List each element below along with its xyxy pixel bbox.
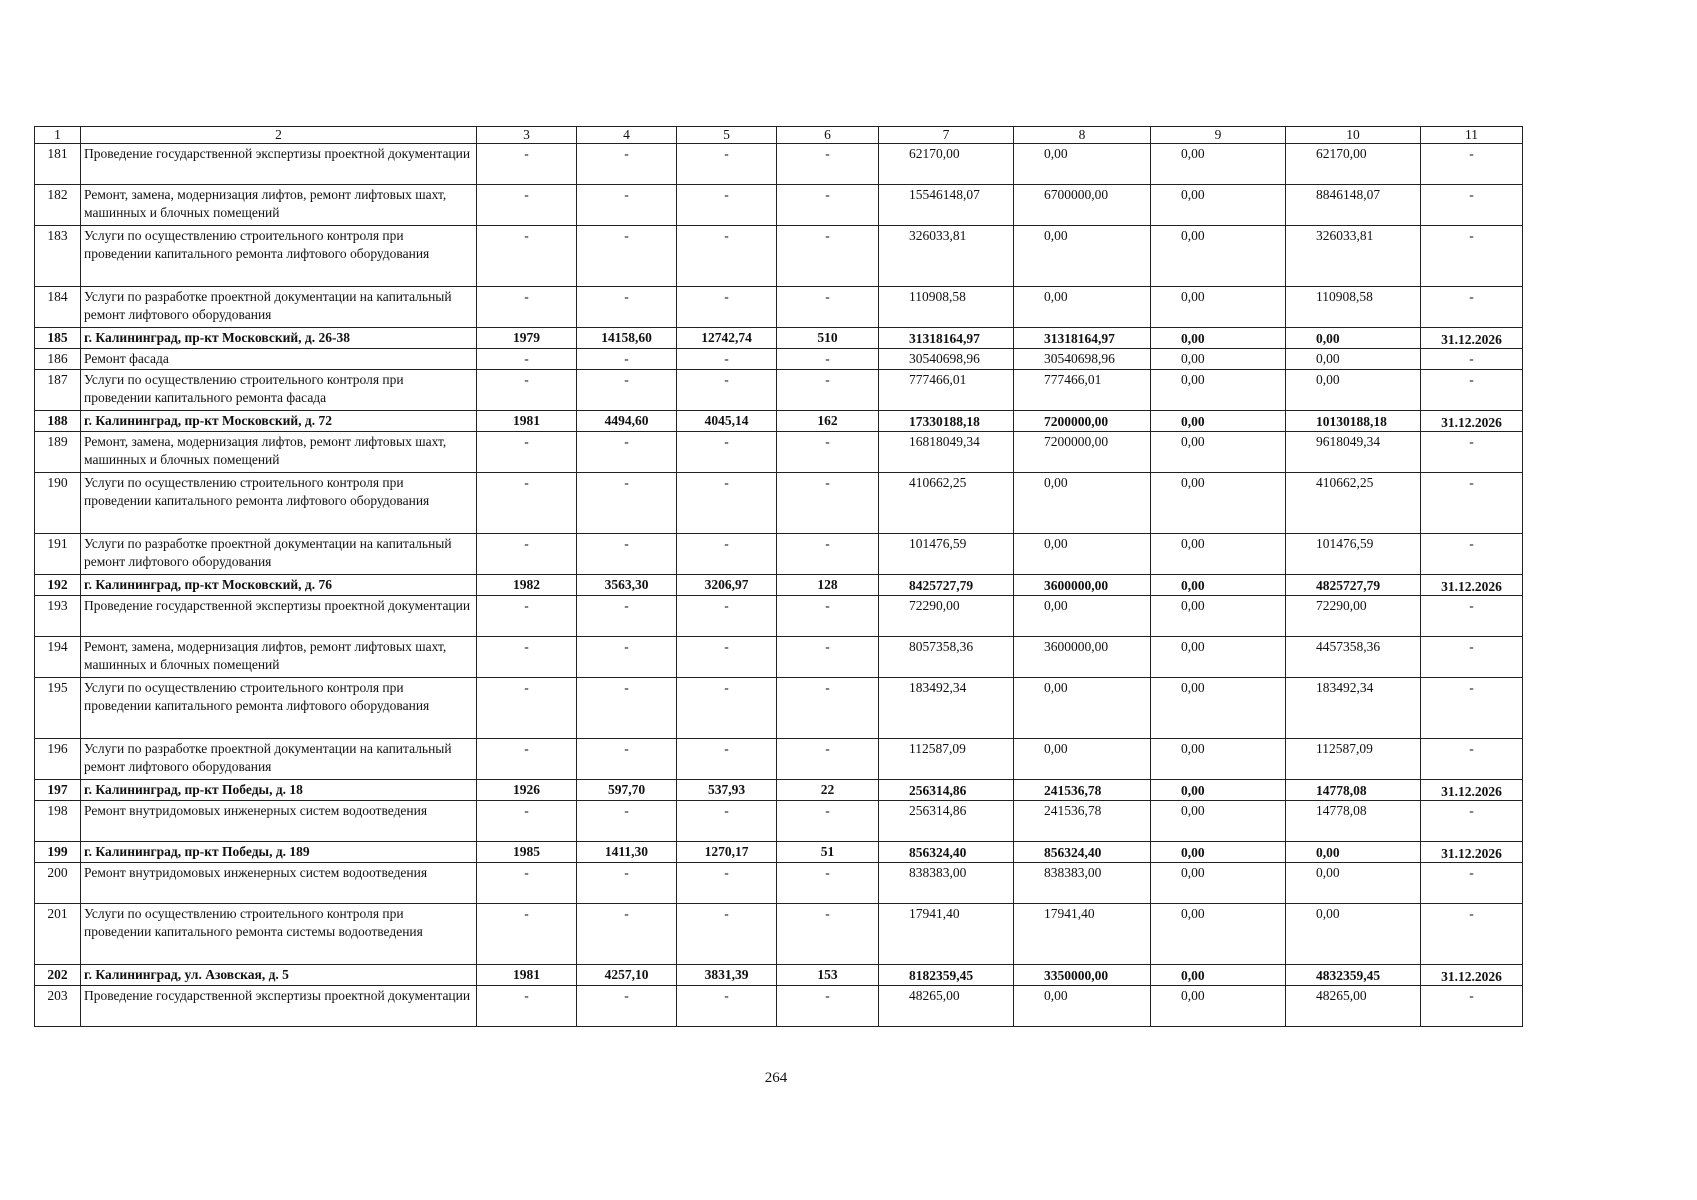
completion-date-cell: - (1421, 739, 1523, 780)
living-area-cell: 1270,17 (677, 842, 777, 863)
work-description-cell: Услуги по осуществлению строительного контроля при проведении капитального ремонта лифтового оборудования (81, 226, 477, 287)
row-number-cell: 196 (35, 739, 81, 780)
owner-cost-cell: 14778,08 (1286, 801, 1421, 842)
total-area-cell: - (577, 226, 677, 287)
fund-cost-cell: 31318164,97 (1014, 328, 1151, 349)
fund-cost-cell: 241536,78 (1014, 801, 1151, 842)
work-description-cell: Проведение государственной экспертизы проектной документации (81, 144, 477, 185)
completion-date-cell: - (1421, 904, 1523, 965)
other-cost-cell: 0,00 (1151, 842, 1286, 863)
row-number-cell: 197 (35, 780, 81, 801)
fund-cost-cell: 7200000,00 (1014, 411, 1151, 432)
total-cost-cell: 17330188,18 (879, 411, 1014, 432)
total-area-cell: - (577, 596, 677, 637)
residents-cell: - (777, 226, 879, 287)
other-cost-cell: 0,00 (1151, 349, 1286, 370)
total-area-cell: - (577, 678, 677, 739)
total-area-cell: - (577, 534, 677, 575)
row-number-cell: 199 (35, 842, 81, 863)
col-number-header: 9 (1151, 127, 1286, 144)
fund-cost-cell: 0,00 (1014, 473, 1151, 534)
work-description-cell: г. Калининград, пр-кт Московский, д. 72 (81, 411, 477, 432)
total-area-cell: 14158,60 (577, 328, 677, 349)
other-cost-cell: 0,00 (1151, 185, 1286, 226)
work-row (35, 801, 1523, 842)
other-cost-cell: 0,00 (1151, 411, 1286, 432)
total-area-cell: 1411,30 (577, 842, 677, 863)
year-built-cell: - (477, 534, 577, 575)
total-cost-cell: 112587,09 (879, 739, 1014, 780)
owner-cost-cell: 0,00 (1286, 863, 1421, 904)
completion-date-cell: - (1421, 678, 1523, 739)
year-built-cell: - (477, 349, 577, 370)
owner-cost-cell: 4832359,45 (1286, 965, 1421, 986)
address-row (35, 411, 1523, 432)
year-built-cell: - (477, 863, 577, 904)
living-area-cell: - (677, 596, 777, 637)
total-cost-cell: 8057358,36 (879, 637, 1014, 678)
residents-cell: - (777, 370, 879, 411)
total-area-cell: - (577, 904, 677, 965)
living-area-cell: 4045,14 (677, 411, 777, 432)
other-cost-cell: 0,00 (1151, 575, 1286, 596)
total-area-cell: - (577, 739, 677, 780)
other-cost-cell: 0,00 (1151, 328, 1286, 349)
total-cost-cell: 256314,86 (879, 801, 1014, 842)
work-description-cell: г. Калининград, пр-кт Победы, д. 189 (81, 842, 477, 863)
col-number-header: 11 (1421, 127, 1523, 144)
work-description-cell: Ремонт фасада (81, 349, 477, 370)
completion-date-cell: - (1421, 144, 1523, 185)
work-description-cell: Услуги по осуществлению строительного контроля при проведении капитального ремонта лифтового оборудования (81, 678, 477, 739)
fund-cost-cell: 0,00 (1014, 226, 1151, 287)
completion-date-cell: - (1421, 349, 1523, 370)
residents-cell: - (777, 801, 879, 842)
year-built-cell: 1926 (477, 780, 577, 801)
row-number-cell: 198 (35, 801, 81, 842)
owner-cost-cell: 326033,81 (1286, 226, 1421, 287)
living-area-cell: - (677, 185, 777, 226)
residents-cell: - (777, 637, 879, 678)
total-cost-cell: 15546148,07 (879, 185, 1014, 226)
page-number: 264 (764, 1070, 788, 1086)
fund-cost-cell: 0,00 (1014, 986, 1151, 1027)
total-cost-cell: 256314,86 (879, 780, 1014, 801)
year-built-cell: - (477, 801, 577, 842)
fund-cost-cell: 0,00 (1014, 534, 1151, 575)
year-built-cell: 1982 (477, 575, 577, 596)
completion-date-cell: - (1421, 596, 1523, 637)
owner-cost-cell: 62170,00 (1286, 144, 1421, 185)
other-cost-cell: 0,00 (1151, 473, 1286, 534)
header-row (35, 127, 1523, 144)
owner-cost-cell: 101476,59 (1286, 534, 1421, 575)
work-row (35, 637, 1523, 678)
completion-date-cell: - (1421, 863, 1523, 904)
residents-cell: - (777, 986, 879, 1027)
total-cost-cell: 30540698,96 (879, 349, 1014, 370)
total-area-cell: 4494,60 (577, 411, 677, 432)
total-cost-cell: 101476,59 (879, 534, 1014, 575)
year-built-cell: 1981 (477, 411, 577, 432)
fund-cost-cell: 0,00 (1014, 739, 1151, 780)
other-cost-cell: 0,00 (1151, 965, 1286, 986)
total-area-cell: - (577, 185, 677, 226)
living-area-cell: - (677, 226, 777, 287)
fund-cost-cell: 0,00 (1014, 678, 1151, 739)
col-number-header: 7 (879, 127, 1014, 144)
completion-date-cell: - (1421, 185, 1523, 226)
work-row (35, 678, 1523, 739)
residents-cell: - (777, 287, 879, 328)
total-cost-cell: 62170,00 (879, 144, 1014, 185)
address-row (35, 780, 1523, 801)
owner-cost-cell: 0,00 (1286, 370, 1421, 411)
work-row (35, 185, 1523, 226)
residents-cell: - (777, 596, 879, 637)
row-number-cell: 187 (35, 370, 81, 411)
work-row (35, 904, 1523, 965)
other-cost-cell: 0,00 (1151, 678, 1286, 739)
row-number-cell: 186 (35, 349, 81, 370)
residents-cell: - (777, 144, 879, 185)
other-cost-cell: 0,00 (1151, 144, 1286, 185)
work-description-cell: Проведение государственной экспертизы проектной документации (81, 596, 477, 637)
total-area-cell: 597,70 (577, 780, 677, 801)
year-built-cell: - (477, 287, 577, 328)
work-description-cell: Ремонт, замена, модернизация лифтов, ремонт лифтовых шахт, машинных и блочных помещений (81, 185, 477, 226)
total-area-cell: - (577, 863, 677, 904)
other-cost-cell: 0,00 (1151, 534, 1286, 575)
total-cost-cell: 48265,00 (879, 986, 1014, 1027)
living-area-cell: - (677, 144, 777, 185)
year-built-cell: - (477, 473, 577, 534)
work-row (35, 226, 1523, 287)
work-description-cell: Ремонт внутридомовых инженерных систем водоотведения (81, 801, 477, 842)
total-cost-cell: 838383,00 (879, 863, 1014, 904)
living-area-cell: - (677, 370, 777, 411)
completion-date-cell: 31.12.2026 (1421, 965, 1523, 986)
completion-date-cell: 31.12.2026 (1421, 328, 1523, 349)
owner-cost-cell: 9618049,34 (1286, 432, 1421, 473)
other-cost-cell: 0,00 (1151, 780, 1286, 801)
residents-cell: 153 (777, 965, 879, 986)
completion-date-cell: - (1421, 226, 1523, 287)
owner-cost-cell: 0,00 (1286, 904, 1421, 965)
total-cost-cell: 856324,40 (879, 842, 1014, 863)
col-number-header: 5 (677, 127, 777, 144)
other-cost-cell: 0,00 (1151, 596, 1286, 637)
work-description-cell: Ремонт внутридомовых инженерных систем водоотведения (81, 863, 477, 904)
living-area-cell: 3206,97 (677, 575, 777, 596)
address-row (35, 842, 1523, 863)
work-description-cell: Проведение государственной экспертизы проектной документации (81, 986, 477, 1027)
living-area-cell: - (677, 739, 777, 780)
other-cost-cell: 0,00 (1151, 637, 1286, 678)
completion-date-cell: 31.12.2026 (1421, 780, 1523, 801)
owner-cost-cell: 183492,34 (1286, 678, 1421, 739)
row-number-cell: 182 (35, 185, 81, 226)
row-number-cell: 192 (35, 575, 81, 596)
work-row (35, 473, 1523, 534)
work-row (35, 863, 1523, 904)
year-built-cell: - (477, 678, 577, 739)
total-cost-cell: 31318164,97 (879, 328, 1014, 349)
completion-date-cell: - (1421, 287, 1523, 328)
owner-cost-cell: 410662,25 (1286, 473, 1421, 534)
living-area-cell: - (677, 534, 777, 575)
row-number-cell: 200 (35, 863, 81, 904)
fund-cost-cell: 3350000,00 (1014, 965, 1151, 986)
fund-cost-cell: 3600000,00 (1014, 575, 1151, 596)
living-area-cell: - (677, 904, 777, 965)
residents-cell: 162 (777, 411, 879, 432)
completion-date-cell: 31.12.2026 (1421, 842, 1523, 863)
total-cost-cell: 183492,34 (879, 678, 1014, 739)
living-area-cell: 12742,74 (677, 328, 777, 349)
completion-date-cell: - (1421, 432, 1523, 473)
completion-date-cell: 31.12.2026 (1421, 575, 1523, 596)
total-cost-cell: 777466,01 (879, 370, 1014, 411)
owner-cost-cell: 0,00 (1286, 328, 1421, 349)
residents-cell: - (777, 904, 879, 965)
residents-cell: 22 (777, 780, 879, 801)
residents-cell: - (777, 678, 879, 739)
row-number-cell: 183 (35, 226, 81, 287)
col-number-header: 1 (35, 127, 81, 144)
living-area-cell: - (677, 801, 777, 842)
other-cost-cell: 0,00 (1151, 801, 1286, 842)
fund-cost-cell: 838383,00 (1014, 863, 1151, 904)
residents-cell: 51 (777, 842, 879, 863)
work-description-cell: Услуги по разработке проектной документации на капитальный ремонт лифтового оборудования (81, 287, 477, 328)
residents-cell: - (777, 739, 879, 780)
work-row (35, 144, 1523, 185)
year-built-cell: 1981 (477, 965, 577, 986)
total-area-cell: - (577, 349, 677, 370)
address-row (35, 575, 1523, 596)
fund-cost-cell: 0,00 (1014, 287, 1151, 328)
address-row (35, 328, 1523, 349)
residents-cell: - (777, 473, 879, 534)
year-built-cell: - (477, 637, 577, 678)
residents-cell: 510 (777, 328, 879, 349)
residents-cell: 128 (777, 575, 879, 596)
year-built-cell: - (477, 739, 577, 780)
total-area-cell: - (577, 370, 677, 411)
total-area-cell: 4257,10 (577, 965, 677, 986)
living-area-cell: - (677, 863, 777, 904)
work-description-cell: г. Калининград, пр-кт Московский, д. 26-38 (81, 328, 477, 349)
owner-cost-cell: 4457358,36 (1286, 637, 1421, 678)
work-row (35, 739, 1523, 780)
living-area-cell: 3831,39 (677, 965, 777, 986)
completion-date-cell: - (1421, 801, 1523, 842)
other-cost-cell: 0,00 (1151, 370, 1286, 411)
total-area-cell: - (577, 637, 677, 678)
address-row (35, 965, 1523, 986)
work-description-cell: г. Калининград, пр-кт Московский, д. 76 (81, 575, 477, 596)
completion-date-cell: - (1421, 637, 1523, 678)
col-number-header: 6 (777, 127, 879, 144)
residents-cell: - (777, 534, 879, 575)
completion-date-cell: - (1421, 370, 1523, 411)
total-area-cell: 3563,30 (577, 575, 677, 596)
other-cost-cell: 0,00 (1151, 226, 1286, 287)
total-cost-cell: 16818049,34 (879, 432, 1014, 473)
work-row (35, 534, 1523, 575)
other-cost-cell: 0,00 (1151, 287, 1286, 328)
col-number-header: 3 (477, 127, 577, 144)
other-cost-cell: 0,00 (1151, 863, 1286, 904)
fund-cost-cell: 6700000,00 (1014, 185, 1151, 226)
work-description-cell: Ремонт, замена, модернизация лифтов, ремонт лифтовых шахт, машинных и блочных помещений (81, 637, 477, 678)
work-row (35, 596, 1523, 637)
row-number-cell: 184 (35, 287, 81, 328)
residents-cell: - (777, 349, 879, 370)
living-area-cell: - (677, 287, 777, 328)
work-row (35, 370, 1523, 411)
col-number-header: 10 (1286, 127, 1421, 144)
owner-cost-cell: 110908,58 (1286, 287, 1421, 328)
row-number-cell: 190 (35, 473, 81, 534)
owner-cost-cell: 14778,08 (1286, 780, 1421, 801)
year-built-cell: 1985 (477, 842, 577, 863)
row-number-cell: 194 (35, 637, 81, 678)
residents-cell: - (777, 185, 879, 226)
total-cost-cell: 17941,40 (879, 904, 1014, 965)
total-area-cell: - (577, 986, 677, 1027)
living-area-cell: - (677, 986, 777, 1027)
total-cost-cell: 110908,58 (879, 287, 1014, 328)
completion-date-cell: - (1421, 473, 1523, 534)
other-cost-cell: 0,00 (1151, 986, 1286, 1027)
col-number-header: 8 (1014, 127, 1151, 144)
row-number-cell: 193 (35, 596, 81, 637)
fund-cost-cell: 0,00 (1014, 596, 1151, 637)
owner-cost-cell: 10130188,18 (1286, 411, 1421, 432)
total-area-cell: - (577, 801, 677, 842)
total-cost-cell: 8182359,45 (879, 965, 1014, 986)
row-number-cell: 189 (35, 432, 81, 473)
work-row (35, 287, 1523, 328)
owner-cost-cell: 0,00 (1286, 349, 1421, 370)
other-cost-cell: 0,00 (1151, 904, 1286, 965)
col-number-header: 4 (577, 127, 677, 144)
owner-cost-cell: 4825727,79 (1286, 575, 1421, 596)
row-number-cell: 181 (35, 144, 81, 185)
year-built-cell: - (477, 596, 577, 637)
year-built-cell: - (477, 432, 577, 473)
row-number-cell: 191 (35, 534, 81, 575)
fund-cost-cell: 241536,78 (1014, 780, 1151, 801)
fund-cost-cell: 7200000,00 (1014, 432, 1151, 473)
living-area-cell: - (677, 473, 777, 534)
work-description-cell: г. Калининград, пр-кт Победы, д. 18 (81, 780, 477, 801)
work-description-cell: Услуги по разработке проектной документации на капитальный ремонт лифтового оборудования (81, 534, 477, 575)
living-area-cell: - (677, 349, 777, 370)
work-row (35, 349, 1523, 370)
residents-cell: - (777, 432, 879, 473)
residents-cell: - (777, 863, 879, 904)
fund-cost-cell: 3600000,00 (1014, 637, 1151, 678)
year-built-cell: - (477, 226, 577, 287)
year-built-cell: - (477, 904, 577, 965)
work-row (35, 986, 1523, 1027)
total-area-cell: - (577, 287, 677, 328)
owner-cost-cell: 72290,00 (1286, 596, 1421, 637)
year-built-cell: - (477, 370, 577, 411)
total-cost-cell: 8425727,79 (879, 575, 1014, 596)
row-number-cell: 202 (35, 965, 81, 986)
other-cost-cell: 0,00 (1151, 432, 1286, 473)
living-area-cell: - (677, 432, 777, 473)
year-built-cell: - (477, 144, 577, 185)
total-cost-cell: 326033,81 (879, 226, 1014, 287)
fund-cost-cell: 777466,01 (1014, 370, 1151, 411)
work-description-cell: г. Калининград, ул. Азовская, д. 5 (81, 965, 477, 986)
works-table (34, 126, 1523, 1027)
total-area-cell: - (577, 144, 677, 185)
total-cost-cell: 410662,25 (879, 473, 1014, 534)
completion-date-cell: - (1421, 986, 1523, 1027)
work-row (35, 432, 1523, 473)
total-cost-cell: 72290,00 (879, 596, 1014, 637)
completion-date-cell: 31.12.2026 (1421, 411, 1523, 432)
work-description-cell: Услуги по осуществлению строительного контроля при проведении капитального ремонта системы водоотведения (81, 904, 477, 965)
fund-cost-cell: 0,00 (1014, 144, 1151, 185)
work-description-cell: Услуги по осуществлению строительного контроля при проведении капитального ремонта лифтового оборудования (81, 473, 477, 534)
year-built-cell: - (477, 185, 577, 226)
row-number-cell: 185 (35, 328, 81, 349)
completion-date-cell: - (1421, 534, 1523, 575)
other-cost-cell: 0,00 (1151, 739, 1286, 780)
living-area-cell: 537,93 (677, 780, 777, 801)
work-description-cell: Ремонт, замена, модернизация лифтов, ремонт лифтовых шахт, машинных и блочных помещений (81, 432, 477, 473)
owner-cost-cell: 48265,00 (1286, 986, 1421, 1027)
row-number-cell: 188 (35, 411, 81, 432)
row-number-cell: 201 (35, 904, 81, 965)
total-area-cell: - (577, 473, 677, 534)
living-area-cell: - (677, 678, 777, 739)
row-number-cell: 203 (35, 986, 81, 1027)
fund-cost-cell: 17941,40 (1014, 904, 1151, 965)
owner-cost-cell: 0,00 (1286, 842, 1421, 863)
owner-cost-cell: 8846148,07 (1286, 185, 1421, 226)
total-area-cell: - (577, 432, 677, 473)
year-built-cell: - (477, 986, 577, 1027)
row-number-cell: 195 (35, 678, 81, 739)
work-description-cell: Услуги по разработке проектной документации на капитальный ремонт лифтового оборудования (81, 739, 477, 780)
work-description-cell: Услуги по осуществлению строительного контроля при проведении капитального ремонта фасада (81, 370, 477, 411)
col-number-header: 2 (81, 127, 477, 144)
fund-cost-cell: 856324,40 (1014, 842, 1151, 863)
fund-cost-cell: 30540698,96 (1014, 349, 1151, 370)
living-area-cell: - (677, 637, 777, 678)
owner-cost-cell: 112587,09 (1286, 739, 1421, 780)
year-built-cell: 1979 (477, 328, 577, 349)
